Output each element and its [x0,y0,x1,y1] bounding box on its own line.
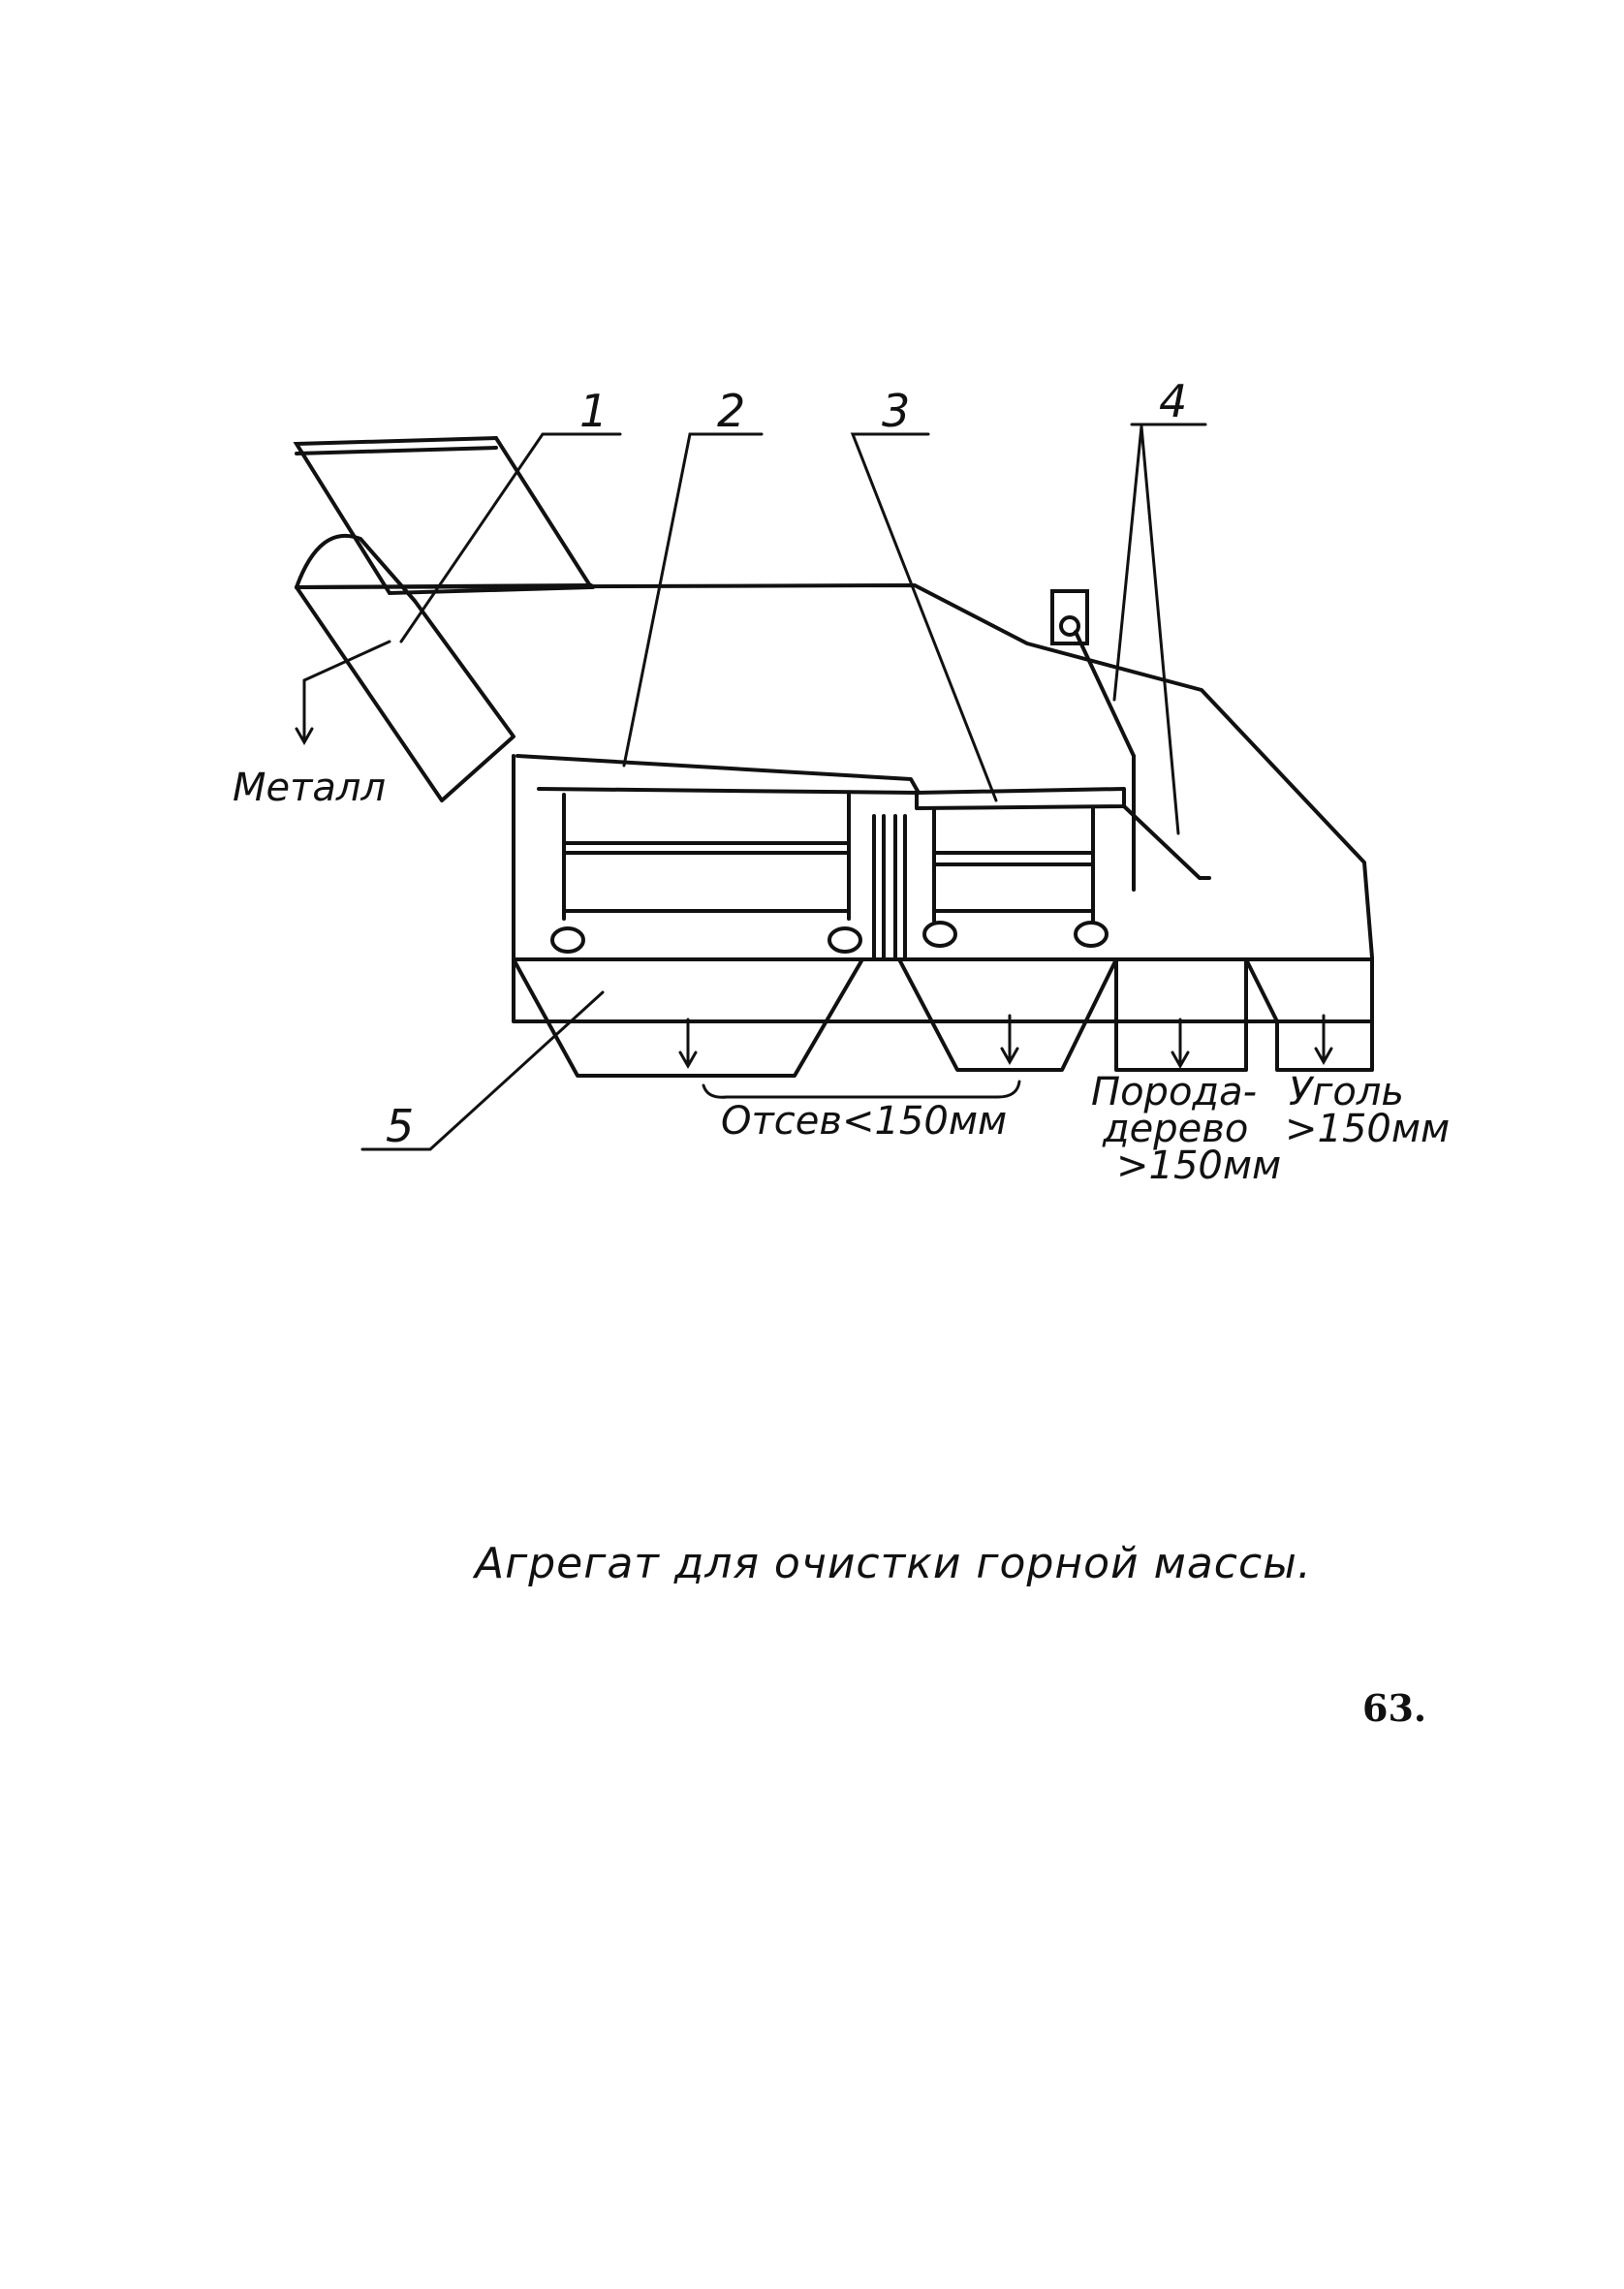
label-screenings: Отсев<150мм [721,1099,1008,1144]
callout-1: 1 [579,385,609,437]
callout-5: 5 [386,1100,415,1152]
label-coal-2: >150мм [1285,1107,1451,1151]
screen-3 [917,789,1124,946]
divider [874,816,905,959]
callout-4: 4 [1159,375,1188,427]
housing [297,585,1372,1021]
deflector-4 [1052,591,1209,890]
callout-3: 3 [882,385,911,437]
label-metal: Металл [233,766,387,810]
callout-2: 2 [717,385,746,437]
label-rock-wood-1: Порода- [1091,1070,1258,1114]
label-coal-1: Уголь [1289,1070,1405,1114]
page-number: 63. [1362,1686,1427,1730]
figure-caption: Агрегат для очистки горной массы. [475,1539,1312,1588]
feed-chute [297,438,591,800]
product-labels [233,766,1450,1188]
screen-2 [517,756,919,952]
label-rock-wood-2: дерево [1103,1107,1249,1151]
hoppers-5 [514,959,1372,1076]
label-rock-wood-3: >150мм [1116,1144,1282,1188]
